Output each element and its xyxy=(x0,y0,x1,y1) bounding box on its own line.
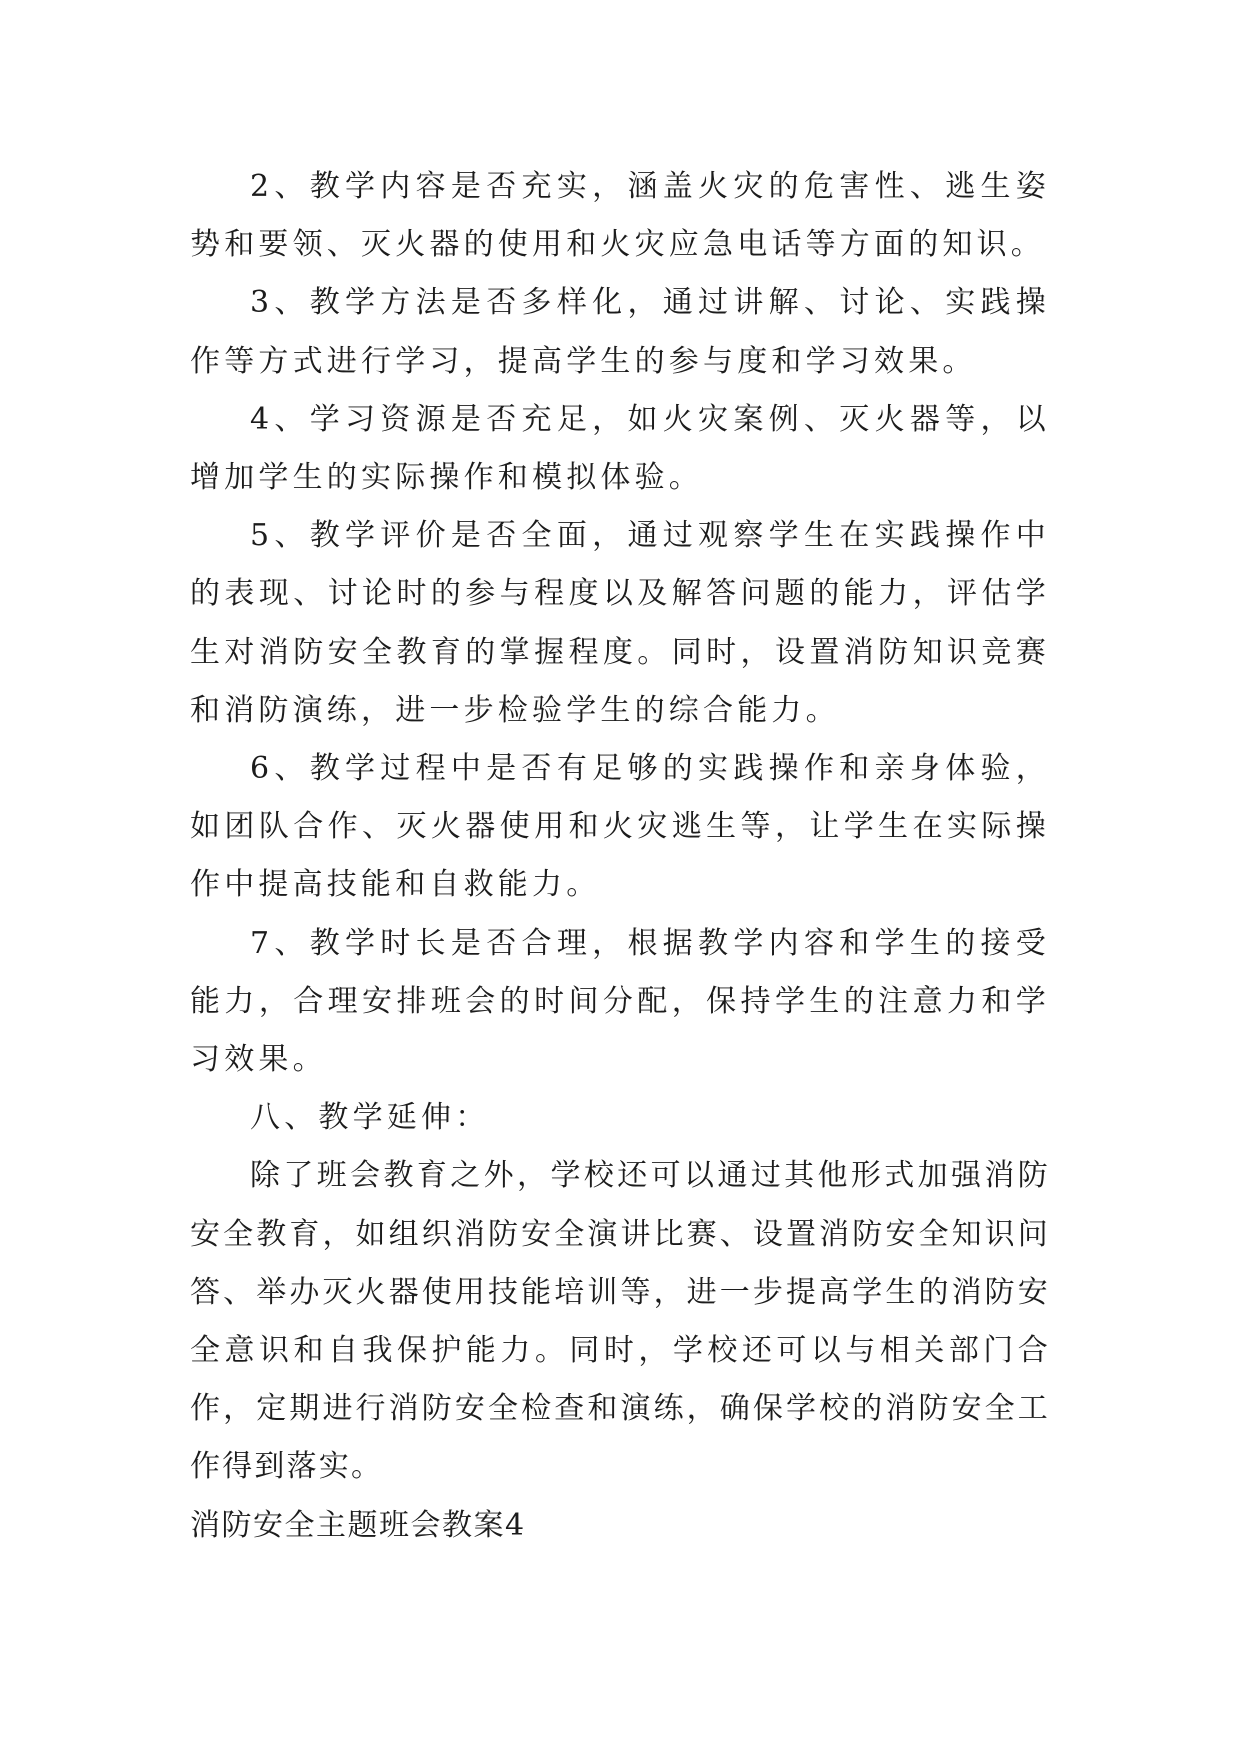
paragraph-item-6: 6、教学过程中是否有足够的实践操作和亲身体验，如团队合作、灭火器使用和火灾逃生等，让学生在实际操作中提高技能和自救能力。 xyxy=(190,751,1050,903)
paragraph-item-3: 3、教学方法是否多样化，通过讲解、讨论、实践操作等方式进行学习，提高学生的参与度和学习效果。 xyxy=(190,285,1050,379)
paragraph-teaching-extension: 除了班会教育之外，学校还可以通过其他形式加强消防安全教育，如组织消防安全演讲比赛、设置消防安全知识问答、举办灭火器使用技能培训等，进一步提高学生的消防安全意识和自我保护能力。同时，学校还可以与相关部门合作，定期进行消防安全检查和演练，确保学校的消防安全工作得到落实。 xyxy=(190,1158,1050,1485)
paragraph-item-4: 4、学习资源是否充足，如火灾案例、灭火器等，以增加学生的实际操作和模拟体验。 xyxy=(190,401,1050,496)
paragraph-item-5: 5、教学评价是否全面，通过观察学生在实践操作中的表现、讨论时的参与程度以及解答问题的能力，评估学生对消防安全教育的掌握程度。同时，设置消防知识竞赛和消防演练，进一步检验学生的综合能力。 xyxy=(190,518,1050,728)
paragraph-item-2: 2、教学内容是否充实，涵盖火灾的危害性、逃生姿势和要领、灭火器的使用和火灾应急电话等方面的知识。 xyxy=(190,169,1050,263)
next-section-title: 消防安全主题班会教案4 xyxy=(190,1507,526,1543)
document-body xyxy=(190,158,1050,1555)
paragraph-item-7: 7、教学时长是否合理，根据教学内容和学生的接受能力，合理安排班会的时间分配，保持学生的注意力和学习效果。 xyxy=(190,925,1050,1078)
section-heading-teaching-extension: 八、教学延伸： xyxy=(250,1100,490,1136)
